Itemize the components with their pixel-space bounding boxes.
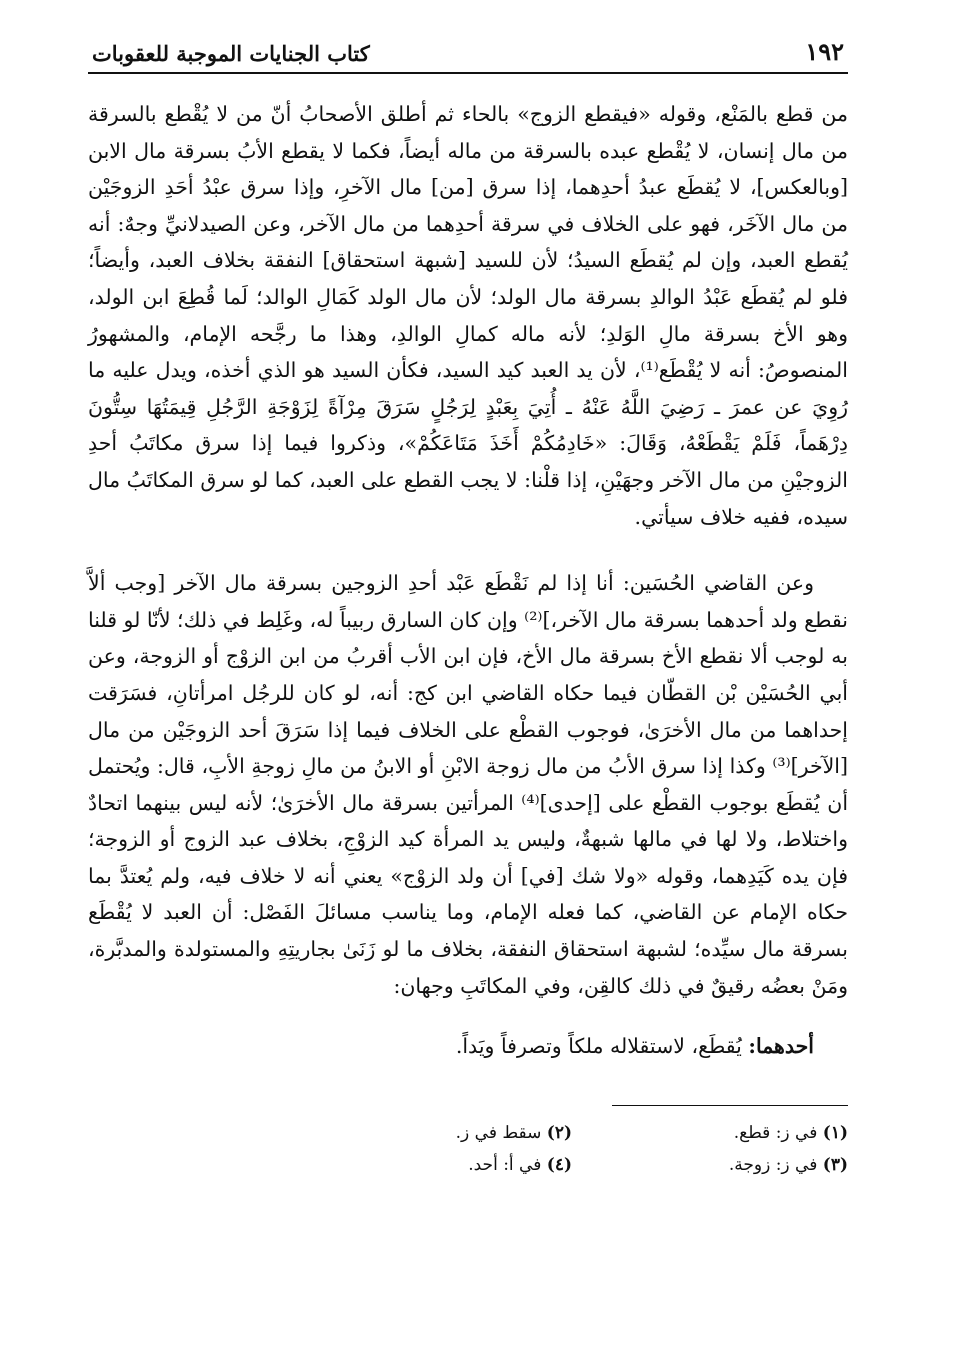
page-number: ١٩٢ — [805, 37, 844, 66]
page-header — [88, 30, 848, 74]
footnote-4-text: في أ: أحد. — [468, 1154, 542, 1175]
footnote-4 — [336, 1150, 572, 1180]
footnote-1-number: (١) — [822, 1122, 848, 1143]
book-page — [88, 30, 848, 1180]
paragraph-3-text: يُقطَع، لاستقلاله ملكاً وتصرفاً ويَداً. — [455, 1034, 749, 1059]
paragraph-3 — [88, 1028, 848, 1065]
footnote-1-text: في ز: قطع. — [733, 1122, 818, 1143]
footnotes — [88, 1118, 848, 1180]
footnote-3 — [612, 1150, 848, 1180]
footnote-3-text: في ز: زوجة. — [728, 1154, 818, 1175]
footnote-2 — [336, 1118, 572, 1148]
paragraph-spacer — [88, 535, 848, 565]
footnote-4-number: (٤) — [546, 1154, 572, 1175]
paragraph-spacer — [88, 1004, 848, 1028]
footnote-divider — [612, 1105, 848, 1106]
footnote-2-text: سقط في ز. — [455, 1122, 542, 1143]
footnote-2-number: (٢) — [546, 1122, 572, 1143]
footnote-3-number: (٣) — [822, 1154, 848, 1175]
paragraph-2: وعن القاضي الحُسَين: أنا إذا لم نَقْطَع عَبْد أحدِ الزوجين بسرقة مال الآخر [وجب ألاَّ نقطع ولد أحدهما بسرقة مال الآخر،]⁽²⁾ وإن كان السارق ربيباً له، وغَلِط في ذلك؛ لأنّا لو قلنا به لوجب ألا نقطع الأخ بسرقة مال الأخ، فإن ابن الأب أقربُ من ابن الزوْج أو الزوجة، وعن أبي الحُسَيْن بْن القطّان فيما حكاه القاضي ابن كج: أنه، لو كان للرجُل امرأتانِ، فسَرَقت إحداهما من مال الأخرَىٰ، فوجوب القطْع على الخلاف فيما إذا سَرَقَ أحد الزوجَيْن من مال [الآخر]⁽³⁾ وكذا إذا سرق الأبُ من مال زوجة الابْنِ أو الابنُ من مالِ زوجةِ الأبِ، قال: ويُحتمل أن يُقطَع بوجوب القطْع على [إحدى]⁽⁴⁾ المرأتين بسرقة مال الأخرَىٰ؛ لأنه ليس بينهما اتحادٌ واختلاط، ولا لها في مالها شبهةٌ، وليس يد المرأة كيد الزوْجِ، بخلاف عبد الزوج أو الزوجة؛ فإن يده كَيَدِهما، وقوله «ولا شك [في] أن ولد الزوْج» يعني أنه لا خلاف فيه، ولم يُعتدَّ بما حكاه الإمام عن القاضي، كما فعله الإمام، وما يناسب مسائلَ الفَصْل: أن العبد لا يُقْطَع بسرقة مال سيِّده؛ لشبهة استحقاق النفقة، بخلاف ما لو زَنَىٰ بجاريتِهِ والمستولدة والمدبَّرة، ومَنْ بعضُه رقيقٌ في ذلك كالقِن، وفي المكاتَبِ وجهان: — [88, 571, 849, 998]
body-text — [88, 96, 848, 1065]
footnote-1 — [612, 1118, 848, 1148]
paragraph-1: من قطع بالمَنْع، وقوله «فيقطع الزوج» بالحاء ثم أطلق الأصحابُ أنّ من لا يُقْطع بالسرقة من مال إنسان، لا يُقْطع عبده بالسرقة من ماله أيضاً، فكما لا يقطع الأبُ بسرقة مال الابن [وبالعكس]، لا يُقطَع عبدُ أحدِهما، إذا سرق [من] مال الآخرِ، وإذا سرق عبْدُ أحَدِ الزوجَيْن من مال الآخَر، فهو على الخلاف في سرقة أحدِهما من مال الآخر، وعن الصيدلانيِّ وجهٌ: أنه يُقطع العبد، وإن لم يُقطَع السيدُ؛ لأن للسيد [شبهة استحقاق] النفقة بخلاف العبد، وأيضاً؛ فلو لم يُقطَع عَبْدُ الوالدِ بسرقة مال الولد؛ لأن مال الولد كَمَالِ الوالد؛ لَما قُطِعَ ابن الولد، وهو الأخ بسرقة مالِ الوَلدِ؛ لأنه ماله كمالِ الوالدِ، وهذا ما رجَّحه الإمام، والمشهورُ المنصوصُ: أنه لا يُقْطَع⁽¹⁾، لأن يد العبد كيد السيد، فكأن السيد هو الذي أخذه، ويدل عليه ما رُوِيَ عن عمرَ ـ رَضِيَ اللَّهُ عَنْهُ ـ أُتِيَ بِعَبْدٍ لِرَجُلٍ سَرَقَ مِرْآةً لِزَوْجَةِ الرَّجُلِ قِيمَتُهَا سِتُّونَ دِرْهَماً، فَلَمْ يَقْطَعْهُ، وَقَالَ: «خَادِمُكُمْ أَخَذَ مَتَاعَكُمْ»، وذكروا فيما إذا سرق مكاتَبُ أحدِ الزوجيْنِ من مال الآخر وجهَيْنِ، إذا قلْنا: لا يجب القطع على العبد، كما لو سرق المكاتَبُ مال سيده، ففيه خلاف سيأتي. — [88, 102, 848, 529]
running-title: كتاب الجنايات الموجبة للعقوبات — [92, 41, 370, 66]
paragraph-3-lead: أحدهما: — [748, 1034, 814, 1059]
